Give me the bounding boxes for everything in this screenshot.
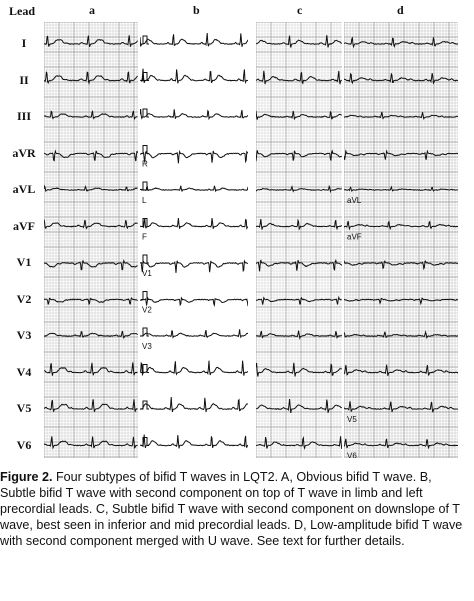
lead-label-iii: III	[16, 109, 31, 123]
calibration-pulse	[141, 328, 149, 336]
ecg-trace-b-v1	[140, 261, 248, 273]
inline-lead-label-b-avf: F	[142, 232, 147, 242]
ecg-trace-a-avr	[44, 151, 138, 161]
ecg-panel-a	[44, 22, 138, 458]
ecg-grid	[256, 22, 342, 458]
ecg-trace-b-v4	[140, 361, 248, 376]
lead-label-ii: II	[19, 72, 29, 87]
ecg-trace-b-ii	[140, 69, 248, 84]
ecg-trace-c-avf	[256, 219, 342, 230]
inline-lead-label-b-avl: L	[142, 196, 147, 205]
column-label-d: d	[397, 3, 404, 17]
ecg-trace-c-v1	[256, 260, 342, 271]
lead-label-v4: V4	[16, 364, 32, 379]
ecg-grid	[44, 22, 138, 458]
inline-lead-label-d-v5: V5	[347, 415, 357, 424]
ecg-trace-b-v2	[140, 298, 248, 306]
ecg-trace-c-avr	[256, 150, 342, 161]
inline-lead-label-b-v2: V2	[142, 305, 152, 315]
inline-lead-label-b-v1: V1	[142, 269, 152, 278]
lead-column-header: Lead	[9, 4, 36, 18]
calibration-pulse	[141, 146, 149, 154]
lead-label-avf: aVF	[13, 218, 35, 233]
lead-label-i: I	[21, 36, 27, 50]
lead-label-v2: V2	[16, 291, 32, 306]
figure-caption	[0, 469, 470, 549]
calibration-pulse	[141, 255, 149, 263]
lead-label-v3: V3	[16, 328, 32, 342]
ecg-trace-b-avr	[140, 151, 248, 163]
inline-lead-label-b-v3: V3	[142, 342, 152, 351]
ecg-trace-c-v6	[256, 436, 342, 449]
lead-label-avr: aVR	[12, 145, 36, 160]
lead-label-v1: V1	[16, 255, 32, 269]
ecg-panel-b	[140, 22, 248, 458]
ecg-panel-d	[344, 22, 458, 458]
ecg-trace-b-avf	[140, 218, 248, 229]
column-label-a: a	[89, 3, 95, 17]
ecg-trace-b-v6	[140, 435, 248, 449]
ecg-trace-a-v4	[44, 362, 138, 375]
inline-lead-label-d-avf: aVF	[347, 232, 362, 242]
inline-lead-label-d-avl: aVL	[347, 196, 362, 205]
lead-label-avl: aVL	[12, 182, 36, 196]
ecg-trace-b-v3	[140, 329, 248, 337]
ecg-panel-c	[256, 22, 342, 458]
caption-label: Figure 2.	[0, 470, 53, 484]
ecg-trace-b-i	[140, 33, 248, 47]
ecg-trace-a-avf	[44, 219, 138, 228]
ecg-trace-b-avl	[140, 186, 248, 191]
ecg-trace-b-iii	[140, 109, 248, 119]
ecg-trace-a-v5	[44, 399, 138, 412]
lead-label-v6: V6	[16, 437, 32, 452]
ecg-trace-b-v5	[140, 397, 248, 412]
ecg-trace-a-ii	[44, 72, 138, 83]
inline-lead-label-b-avr: R	[142, 159, 148, 169]
column-label-b: b	[193, 3, 200, 17]
caption-text: Four subtypes of bifid T waves in LQT2. A, Obvious bifid T wave. B, Subtle bifid T wave with second component on top of T wave in limb and left precordial leads. C, Subtle bifid T wave with second component on downslope of T wave, best seen in inferior and mid precordial leads. D, Low-amplitude bifid T wave with second component merged with U wave. See text for further details.	[0, 470, 463, 548]
inline-lead-label-d-v6: V6	[347, 451, 357, 458]
column-label-c: c	[297, 3, 303, 17]
calibration-pulse	[141, 109, 149, 117]
ecg-trace-c-v4	[256, 363, 342, 377]
lead-label-v5: V5	[16, 401, 32, 415]
